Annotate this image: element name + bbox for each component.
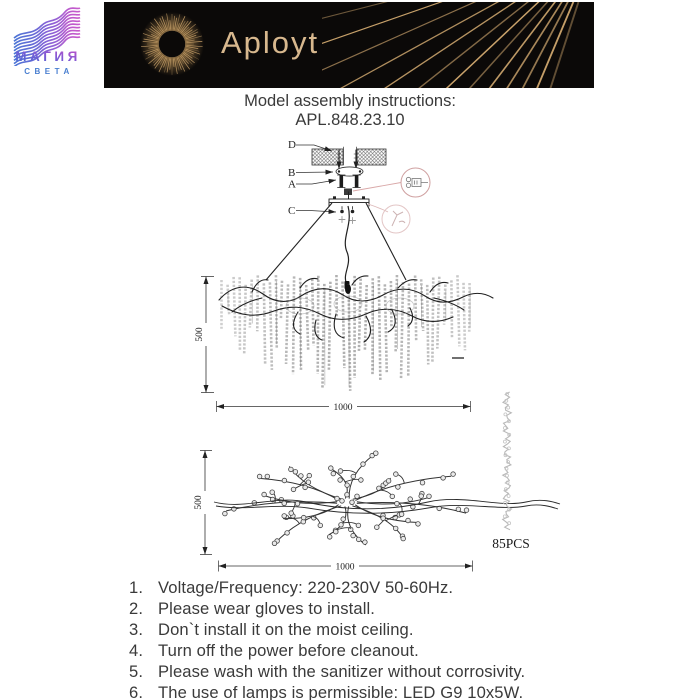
crystal-strand-sample (492, 392, 530, 551)
sunburst-icon (126, 2, 218, 88)
instruction-item: Don`t install it on the moist ceiling. (158, 619, 414, 639)
instruction-item: The use of lamps is permissible: LED G9 10x5W. (158, 682, 524, 700)
title-block (0, 92, 700, 130)
model-number: APL.848.23.10 (295, 111, 405, 129)
logo-subtitle: СВЕТА (24, 67, 74, 76)
part-label-a: A (288, 178, 296, 191)
instruction-item: Please wear gloves to install. (158, 598, 375, 618)
connector-detail-circle (353, 168, 430, 197)
wave-logo-icon (11, 4, 83, 66)
top-height-dim: 500 (194, 495, 204, 510)
side-height-dim: 500 (195, 327, 205, 342)
instruction-item: Turn off the power before cleanout. (158, 640, 419, 660)
top-width-dim: 1000 (335, 562, 355, 573)
assembly-diagram (0, 130, 700, 576)
brand-name: Aployt (221, 25, 320, 60)
ray-fan-decoration (322, 2, 594, 88)
instruction-item: Please wash with the sanitizer without corrosivity. (158, 661, 526, 681)
chandelier-side-view (219, 275, 493, 391)
brand-banner (104, 2, 594, 88)
part-label-b: B (288, 167, 296, 179)
instruction-item: Voltage/Frequency: 220-230V 50-60Hz. (158, 578, 454, 597)
instructions-list (129, 578, 525, 700)
logo-title: МАГИЯ (15, 49, 81, 64)
part-label-c: C (288, 205, 296, 217)
part-label-d: D (288, 139, 296, 151)
instructions-title: Model assembly instructions: (244, 92, 456, 110)
crystal-count-label: 85PCS (492, 536, 530, 551)
side-width-dim: 1000 (333, 403, 353, 413)
chandelier-top-view (214, 451, 560, 546)
store-logo (8, 4, 86, 76)
